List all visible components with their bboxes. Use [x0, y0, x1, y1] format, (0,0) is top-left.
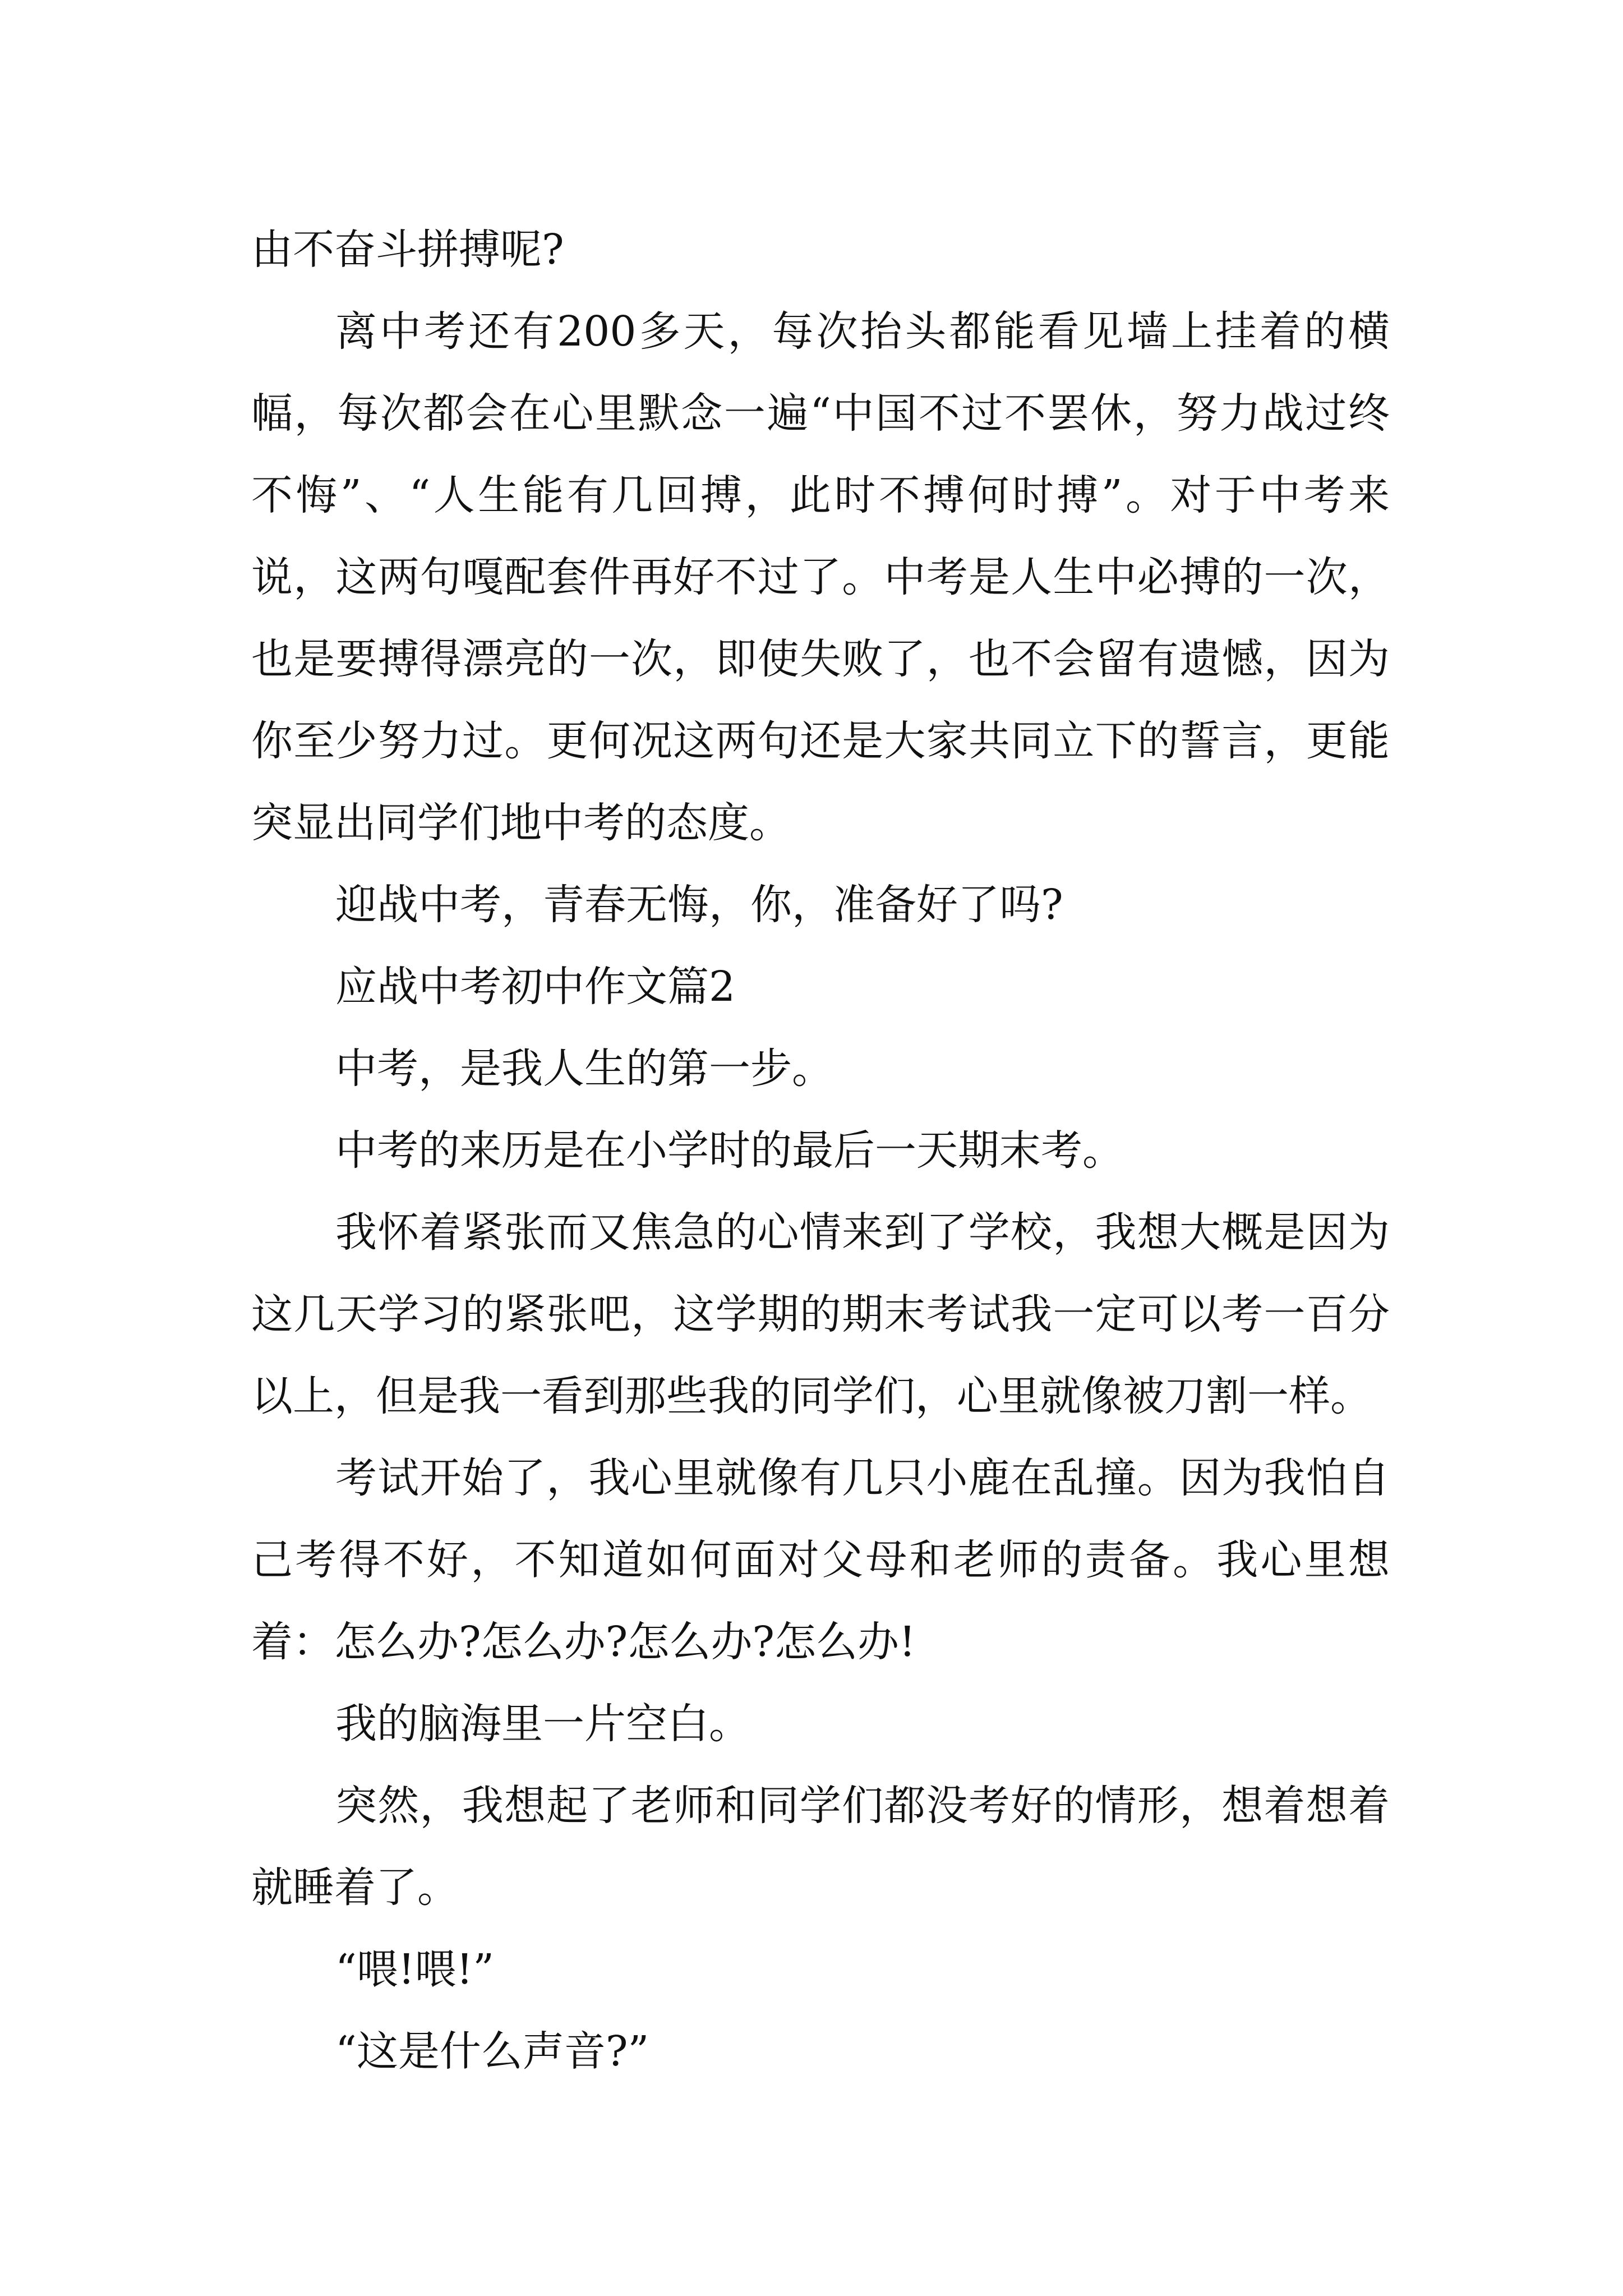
paragraph: 中考的来历是在小学时的最后一天期末考。: [335, 1126, 1124, 1175]
dialogue-line: “这是什么声音?”: [335, 2027, 649, 2076]
paragraph: 中考，是我人生的第一步。: [335, 1045, 833, 1093]
paragraph: 我怀着紧张而又焦急的心情来到了学校，我想大概是因为这几天学习的紧张吧，这学期的期末考试我一定可以考一百分以上，但是我一看到那些我的同学们，心里就像被刀割一样。: [251, 1208, 1390, 1420]
paragraph: 考试开始了，我心里就像有几只小鹿在乱撞。因为我怕自己考得不好，不知道如何面对父母和老师的责备。我心里想着：怎么办?怎么办?怎么办?怎么办!: [251, 1454, 1390, 1666]
paragraph: 由不奋斗拼搏呢?: [251, 226, 564, 274]
paragraph: 离中考还有200多天，每次抬头都能看见墙上挂着的横幅，每次都会在心里默念一遍“中国不过不罢休，努力战过终不悔”、“人生能有几回搏，此时不搏何时搏”。对于中考来说，这两句嘎配套件再好不过了。中考是人生中必搏的一次，也是要搏得漂亮的一次，即使失败了，也不会留有遗憾，因为你至少努力过。更何况这两句还是大家共同立下的誓言，更能突显出同学们地中考的态度。: [251, 307, 1390, 847]
paragraph: 我的脑海里一片空白。: [335, 1700, 750, 1748]
section-heading: 应战中考初中作文篇2: [335, 963, 736, 1011]
dialogue-line: “喂!喂!”: [335, 1945, 495, 1994]
paragraph: 迎战中考，青春无悔，你，准备好了吗?: [335, 881, 1063, 929]
document-body: [251, 209, 1390, 2092]
paragraph: 突然，我想起了老师和同学们都没考好的情形，想着想着就睡着了。: [251, 1782, 1390, 1912]
